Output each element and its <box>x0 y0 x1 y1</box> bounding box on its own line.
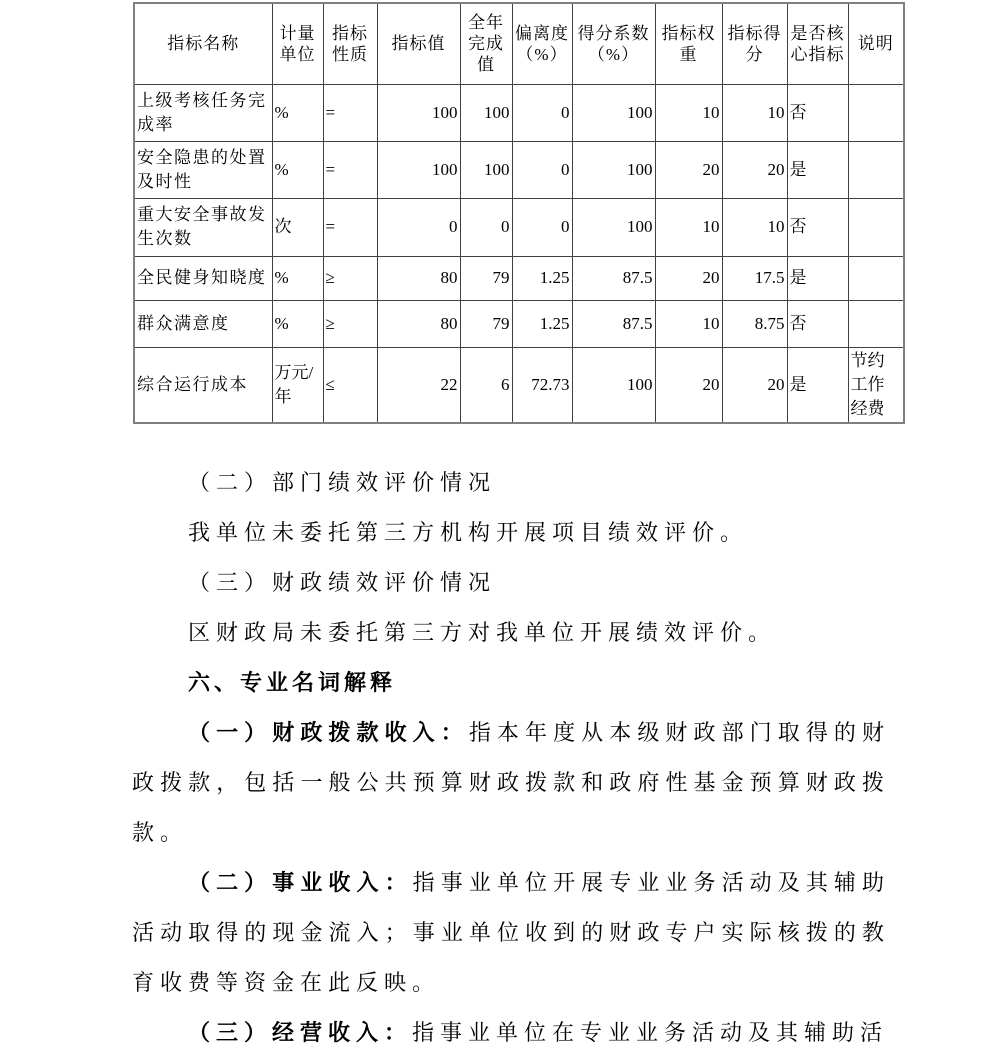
cell-note <box>848 300 904 347</box>
cell-weight: 20 <box>655 141 722 198</box>
cell-is-core: 是 <box>787 256 848 300</box>
cell-unit: % <box>272 256 323 300</box>
table-row <box>134 347 904 423</box>
cell-deviation: 0 <box>512 141 572 198</box>
cell-is-core: 否 <box>787 198 848 256</box>
term-label: （三）经营收入： <box>188 1020 413 1045</box>
cell-weight: 20 <box>655 347 722 423</box>
cell-score-coefficient: 100 <box>572 141 655 198</box>
cell-score: 20 <box>722 347 787 423</box>
body-text <box>132 458 890 1058</box>
col-header-indicator-name: 指标名称 <box>134 3 272 84</box>
col-header-is-core: 是否核心指标 <box>787 3 848 84</box>
cell-annual-actual: 6 <box>460 347 512 423</box>
cell-target-value: 80 <box>377 256 460 300</box>
cell-score-coefficient: 100 <box>572 347 655 423</box>
cell-indicator-name: 安全隐患的处置及时性 <box>134 141 272 198</box>
cell-score: 10 <box>722 84 787 141</box>
section-body-dept-evaluation: 我单位未委托第三方机构开展项目绩效评价。 <box>188 520 749 545</box>
table-row <box>134 300 904 347</box>
col-header-annual-actual: 全年完成值 <box>460 3 512 84</box>
cell-unit: 次 <box>272 198 323 256</box>
col-header-weight: 指标权重 <box>655 3 722 84</box>
cell-target-value: 80 <box>377 300 460 347</box>
section-body-finance-evaluation: 区财政局未委托第三方对我单位开展绩效评价。 <box>188 620 777 645</box>
cell-score: 20 <box>722 141 787 198</box>
col-header-score-coefficient: 得分系数（%） <box>572 3 655 84</box>
table-header-row <box>134 3 904 84</box>
cell-score: 17.5 <box>722 256 787 300</box>
table-row <box>134 198 904 256</box>
cell-score-coefficient: 100 <box>572 84 655 141</box>
cell-indicator-name: 重大安全事故发生次数 <box>134 198 272 256</box>
col-header-score: 指标得分 <box>722 3 787 84</box>
cell-target-value: 100 <box>377 141 460 198</box>
cell-score-coefficient: 100 <box>572 198 655 256</box>
cell-weight: 10 <box>655 84 722 141</box>
cell-nature: ≥ <box>323 300 377 347</box>
cell-note <box>848 198 904 256</box>
cell-unit: 万元/年 <box>272 347 323 423</box>
cell-weight: 10 <box>655 300 722 347</box>
term-body: 指事业单位在专业业务活动及其辅助活 <box>412 1020 889 1045</box>
cell-nature: ≥ <box>323 256 377 300</box>
cell-score-coefficient: 87.5 <box>572 300 655 347</box>
cell-deviation: 0 <box>512 198 572 256</box>
cell-weight: 10 <box>655 198 722 256</box>
cell-note <box>848 141 904 198</box>
cell-indicator-name: 上级考核任务完成率 <box>134 84 272 141</box>
table-row <box>134 141 904 198</box>
cell-unit: % <box>272 141 323 198</box>
cell-deviation: 1.25 <box>512 300 572 347</box>
cell-unit: % <box>272 84 323 141</box>
cell-note: 节约工作经费 <box>848 347 904 423</box>
col-header-note: 说明 <box>848 3 904 84</box>
cell-is-core: 是 <box>787 347 848 423</box>
cell-deviation: 72.73 <box>512 347 572 423</box>
cell-annual-actual: 79 <box>460 300 512 347</box>
table-row <box>134 84 904 141</box>
cell-annual-actual: 79 <box>460 256 512 300</box>
col-header-target-value: 指标值 <box>377 3 460 84</box>
cell-annual-actual: 0 <box>460 198 512 256</box>
table-row <box>134 256 904 300</box>
section-heading-terminology: 六、专业名词解释 <box>188 670 397 695</box>
cell-target-value: 22 <box>377 347 460 423</box>
term-label: （一）财政拨款收入： <box>188 720 469 745</box>
cell-annual-actual: 100 <box>460 141 512 198</box>
cell-annual-actual: 100 <box>460 84 512 141</box>
section-heading-finance-evaluation: （三）财政绩效评价情况 <box>188 570 497 595</box>
cell-is-core: 否 <box>787 84 848 141</box>
cell-nature: = <box>323 141 377 198</box>
cell-score: 10 <box>722 198 787 256</box>
col-header-deviation: 偏离度（%） <box>512 3 572 84</box>
cell-weight: 20 <box>655 256 722 300</box>
col-header-nature: 指标性质 <box>323 3 377 84</box>
cell-nature: = <box>323 84 377 141</box>
col-header-unit: 计量单位 <box>272 3 323 84</box>
term-body: 指本年度从本级财政部门取得的财政拨款，包括一般公共预算财政拨款和政府性基金预算财政拨款。 <box>132 720 890 845</box>
cell-indicator-name: 群众满意度 <box>134 300 272 347</box>
cell-nature: ≤ <box>323 347 377 423</box>
cell-nature: = <box>323 198 377 256</box>
term-body: 指事业单位开展专业业务活动及其辅助活动取得的现金流入；事业单位收到的财政专户实际核拨的教育收费等资金在此反映。 <box>132 870 890 995</box>
term-paragraph-business-income <box>132 1008 890 1058</box>
cell-score: 8.75 <box>722 300 787 347</box>
term-label: （二）事业收入： <box>188 870 413 895</box>
cell-indicator-name: 全民健身知晓度 <box>134 256 272 300</box>
cell-is-core: 是 <box>787 141 848 198</box>
term-paragraph-operating-income <box>132 858 890 1008</box>
cell-unit: % <box>272 300 323 347</box>
cell-deviation: 0 <box>512 84 572 141</box>
cell-note <box>848 256 904 300</box>
cell-deviation: 1.25 <box>512 256 572 300</box>
cell-indicator-name: 综合运行成本 <box>134 347 272 423</box>
section-heading-dept-evaluation: （二）部门绩效评价情况 <box>188 470 497 495</box>
cell-is-core: 否 <box>787 300 848 347</box>
cell-note <box>848 84 904 141</box>
cell-score-coefficient: 87.5 <box>572 256 655 300</box>
cell-target-value: 0 <box>377 198 460 256</box>
performance-indicator-table <box>133 2 905 424</box>
term-paragraph-fiscal-appropriation <box>132 708 890 858</box>
cell-target-value: 100 <box>377 84 460 141</box>
